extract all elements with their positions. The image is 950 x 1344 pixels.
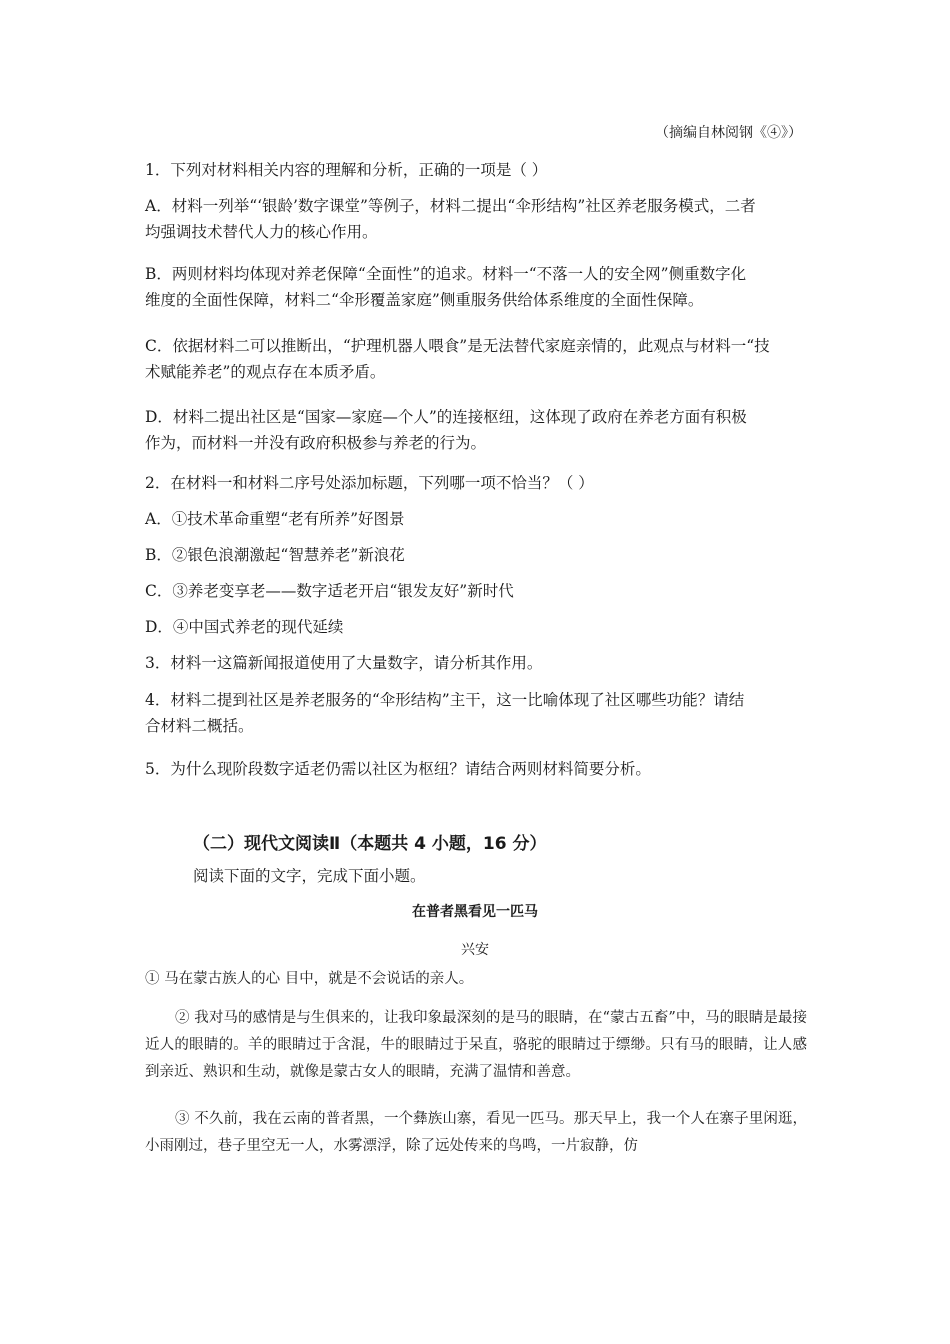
question-2-stem: 2．在材料一和材料二序号处添加标题，下列哪一项不恰当？（ ） bbox=[145, 474, 594, 492]
question-1-option-c-line1: C．依据材料二可以推断出，“护理机器人喂食”是无法替代家庭亲情的，此观点与材料一“技 bbox=[145, 337, 770, 355]
question-4-line1: 4．材料二提到社区是养老服务的“伞形结构”主干，这一比喻体现了社区哪些功能？请结 bbox=[145, 691, 745, 709]
question-1-option-d-line1: D．材料二提出社区是“国家—家庭—个人”的连接枢纽，这体现了政府在养老方面有积极 bbox=[145, 408, 747, 426]
question-2-option-a: A．①技术革命重塑“老有所养”好图景 bbox=[145, 510, 405, 528]
question-1-option-a-line2: 均强调技术替代人力的核心作用。 bbox=[145, 223, 378, 241]
article-title: 在普者黑看见一匹马 bbox=[412, 904, 538, 920]
question-2-option-d: D．④中国式养老的现代延续 bbox=[145, 618, 344, 636]
section-intro: 阅读下面的文字，完成下面小题。 bbox=[193, 867, 426, 885]
question-5: 5．为什么现阶段数字适老仍需以社区为枢纽？请结合两则材料简要分析。 bbox=[145, 760, 651, 778]
question-2-option-b: B．②银色浪潮激起“智慧养老”新浪花 bbox=[145, 546, 405, 564]
question-1-option-a-line1: A．材料一列举“‘银龄’数字课堂”等例子，材料二提出“伞形结构”社区养老服务模式，二者 bbox=[145, 197, 756, 215]
question-1-option-b-line2: 维度的全面性保障，材料二“伞形覆盖家庭”侧重服务供给体系维度的全面性保障。 bbox=[145, 291, 704, 309]
question-1-option-c-line2: 术赋能养老”的观点存在本质矛盾。 bbox=[145, 363, 386, 381]
source-note: （摘编自林阅钢《④》） bbox=[655, 125, 802, 141]
article-author: 兴安 bbox=[461, 942, 489, 958]
article-paragraph-1: ① 马在蒙古族人的心 目中，就是不会说话的亲人。 bbox=[145, 971, 474, 987]
article-paragraph-2: ② 我对马的感情是与生俱来的，让我印象最深刻的是马的眼睛，在“蒙古五畜”中，马的眼睛是最接近人的眼睛的。羊的眼睛过于含混，牛的眼睛过于呆直，骆驼的眼睛过于缥缈。只有马的眼睛，让人感到亲近、熟识和生动，就像是蒙古女人的眼睛，充满了温情和善意。 bbox=[145, 1010, 807, 1080]
section-heading: （二）现代文阅读Ⅱ（本题共 4 小题，16 分） bbox=[193, 834, 547, 854]
question-1-option-d-line2: 作为，而材料一并没有政府积极参与养老的行为。 bbox=[145, 434, 487, 452]
question-2-option-c: C．③养老变享老——数字适老开启“银发友好”新时代 bbox=[145, 582, 514, 600]
question-3: 3．材料一这篇新闻报道使用了大量数字，请分析其作用。 bbox=[145, 654, 543, 672]
question-1-option-b-line1: B．两则材料均体现对养老保障“全面性”的追求。材料一“不落一人的安全网”侧重数字化 bbox=[145, 265, 747, 283]
question-1-stem: 1．下列对材料相关内容的理解和分析，正确的一项是（ ） bbox=[145, 161, 548, 179]
article-paragraph-3: ③ 不久前，我在云南的普者黑，一个彝族山寨，看见一匹马。那天早上，我一个人在寨子里闲逛，小雨刚过，巷子里空无一人，水雾漂浮，除了远处传来的鸟鸣，一片寂静，仿 bbox=[145, 1111, 807, 1154]
question-4-line2: 合材料二概括。 bbox=[145, 717, 254, 735]
